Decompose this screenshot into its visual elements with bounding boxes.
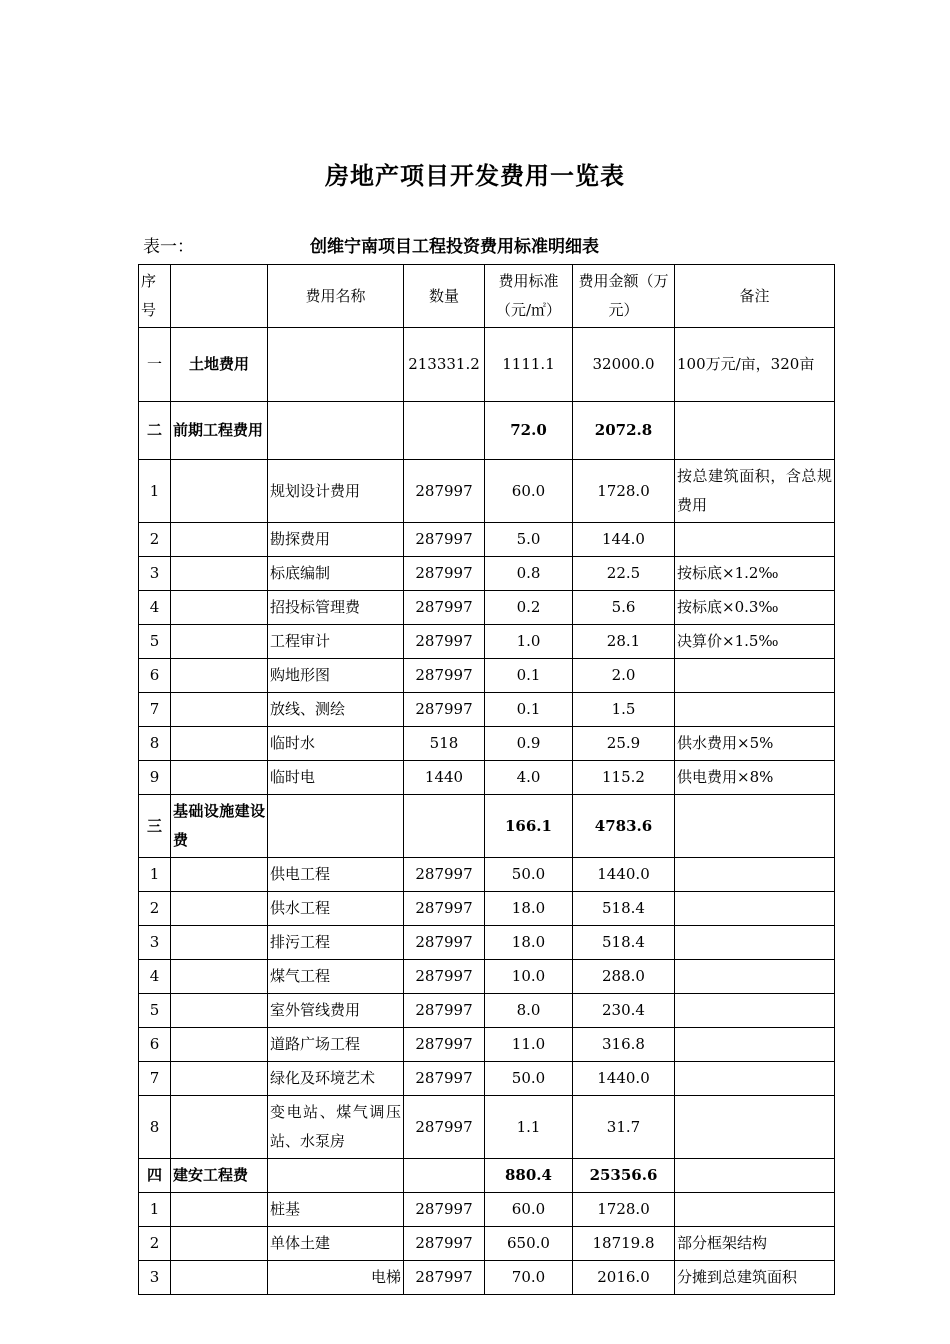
table-row	[139, 1028, 835, 1062]
row-remark	[675, 1193, 835, 1227]
row-remark: 供水费用×5%	[675, 727, 835, 761]
table-row	[139, 1062, 835, 1096]
section-row-3	[139, 795, 835, 858]
row-amt: 230.4	[573, 994, 675, 1028]
row-name: 购地形图	[268, 659, 404, 693]
section-category: 建安工程费	[171, 1159, 268, 1193]
row-seq: 5	[139, 625, 171, 659]
header-remark: 备注	[675, 265, 835, 328]
row-name: 排污工程	[268, 926, 404, 960]
header-name: 费用名称	[268, 265, 404, 328]
row-category	[171, 1193, 268, 1227]
header-amt	[573, 265, 675, 328]
row-amt: 288.0	[573, 960, 675, 994]
row-amt: 1440.0	[573, 1062, 675, 1096]
section-category: 基础设施建设费	[171, 795, 268, 858]
row-std: 1.0	[485, 625, 573, 659]
row-name: 道路广场工程	[268, 1028, 404, 1062]
section-amt: 32000.0	[573, 328, 675, 402]
section2-items	[139, 460, 835, 795]
row-category	[171, 591, 268, 625]
row-category	[171, 1261, 268, 1295]
section-name	[268, 795, 404, 858]
row-qty: 287997	[404, 693, 485, 727]
section-seq: 四	[139, 1159, 171, 1193]
row-std: 650.0	[485, 1227, 573, 1261]
row-seq: 2	[139, 892, 171, 926]
section-std: 72.0	[485, 402, 573, 460]
table-row	[139, 625, 835, 659]
row-name: 招投标管理费	[268, 591, 404, 625]
row-category	[171, 1028, 268, 1062]
row-seq: 6	[139, 659, 171, 693]
row-amt: 1728.0	[573, 1193, 675, 1227]
row-qty: 287997	[404, 625, 485, 659]
row-std: 0.1	[485, 659, 573, 693]
row-qty: 287997	[404, 1227, 485, 1261]
table-row	[139, 926, 835, 960]
row-name: 规划设计费用	[268, 460, 404, 523]
section-remark	[675, 795, 835, 858]
row-amt: 115.2	[573, 761, 675, 795]
row-remark	[675, 1062, 835, 1096]
section-std: 1111.1	[485, 328, 573, 402]
row-category	[171, 460, 268, 523]
table-row	[139, 858, 835, 892]
page-title: 房地产项目开发费用一览表	[325, 162, 625, 190]
section3-items	[139, 858, 835, 1159]
row-amt: 2016.0	[573, 1261, 675, 1295]
section-seq: 二	[139, 402, 171, 460]
table-row	[139, 892, 835, 926]
row-category	[171, 557, 268, 591]
row-qty: 287997	[404, 892, 485, 926]
table-row	[139, 761, 835, 795]
row-remark: 分摊到总建筑面积	[675, 1261, 835, 1295]
row-qty: 287997	[404, 1062, 485, 1096]
row-std: 1.1	[485, 1096, 573, 1159]
row-std: 18.0	[485, 926, 573, 960]
row-category	[171, 1096, 268, 1159]
row-std: 4.0	[485, 761, 573, 795]
row-qty: 287997	[404, 926, 485, 960]
row-name: 煤气工程	[268, 960, 404, 994]
section-seq: 一	[139, 328, 171, 402]
row-remark	[675, 523, 835, 557]
section-category: 土地费用	[171, 328, 268, 402]
table-caption: 创维宁南项目工程投资费用标准明细表	[310, 237, 599, 257]
header-qty: 数量	[404, 265, 485, 328]
row-category	[171, 625, 268, 659]
table-row	[139, 727, 835, 761]
row-category	[171, 960, 268, 994]
table-label: 表一：	[143, 237, 194, 257]
row-name: 勘探费用	[268, 523, 404, 557]
row-std: 0.9	[485, 727, 573, 761]
header-seq-line1: 序	[141, 272, 157, 290]
row-category	[171, 727, 268, 761]
row-seq: 6	[139, 1028, 171, 1062]
table-row	[139, 1261, 835, 1295]
row-category	[171, 523, 268, 557]
table-row	[139, 523, 835, 557]
row-seq: 1	[139, 1193, 171, 1227]
table-row	[139, 1193, 835, 1227]
row-remark	[675, 693, 835, 727]
row-qty: 287997	[404, 1028, 485, 1062]
section-qty: 213331.2	[404, 328, 485, 402]
row-category	[171, 892, 268, 926]
section-std: 880.4	[485, 1159, 573, 1193]
row-seq: 7	[139, 693, 171, 727]
row-amt: 518.4	[573, 926, 675, 960]
row-qty: 287997	[404, 591, 485, 625]
row-amt: 25.9	[573, 727, 675, 761]
row-amt: 518.4	[573, 892, 675, 926]
row-category	[171, 693, 268, 727]
row-qty: 287997	[404, 994, 485, 1028]
row-qty: 287997	[404, 1261, 485, 1295]
row-remark: 按总建筑面积，含总规费用	[675, 460, 835, 523]
row-remark: 决算价×1.5‰	[675, 625, 835, 659]
table-row	[139, 557, 835, 591]
row-seq: 3	[139, 926, 171, 960]
section-name	[268, 1159, 404, 1193]
section-qty	[404, 1159, 485, 1193]
row-std: 5.0	[485, 523, 573, 557]
row-amt: 1.5	[573, 693, 675, 727]
row-qty: 287997	[404, 960, 485, 994]
section-remark	[675, 1159, 835, 1193]
row-category	[171, 659, 268, 693]
header-std-line2: （元/㎡）	[495, 301, 562, 319]
row-seq: 4	[139, 960, 171, 994]
row-std: 8.0	[485, 994, 573, 1028]
row-name: 临时电	[268, 761, 404, 795]
table-row	[139, 994, 835, 1028]
row-std: 11.0	[485, 1028, 573, 1062]
section-category: 前期工程费用	[171, 402, 268, 460]
row-seq: 2	[139, 1227, 171, 1261]
row-category	[171, 858, 268, 892]
row-name: 放线、测绘	[268, 693, 404, 727]
row-seq: 1	[139, 858, 171, 892]
row-seq: 1	[139, 460, 171, 523]
section-qty	[404, 795, 485, 858]
header-amt-line1: 费用金额（万	[578, 272, 669, 290]
section-name	[268, 402, 404, 460]
section-seq: 三	[139, 795, 171, 858]
row-remark	[675, 926, 835, 960]
row-seq: 5	[139, 994, 171, 1028]
row-qty: 518	[404, 727, 485, 761]
row-amt: 31.7	[573, 1096, 675, 1159]
table-row	[139, 1096, 835, 1159]
row-amt: 18719.8	[573, 1227, 675, 1261]
row-seq: 9	[139, 761, 171, 795]
row-amt: 5.6	[573, 591, 675, 625]
row-amt: 1440.0	[573, 858, 675, 892]
row-std: 70.0	[485, 1261, 573, 1295]
header-seq-line2: 号	[141, 301, 157, 319]
fee-table	[138, 264, 835, 1295]
row-remark: 供电费用×8%	[675, 761, 835, 795]
section-row-4	[139, 1159, 835, 1193]
table-row	[139, 460, 835, 523]
section4-items	[139, 1193, 835, 1295]
row-qty: 287997	[404, 1193, 485, 1227]
header-category	[171, 265, 268, 328]
row-seq: 8	[139, 1096, 171, 1159]
row-amt: 316.8	[573, 1028, 675, 1062]
row-category	[171, 994, 268, 1028]
row-std: 60.0	[485, 1193, 573, 1227]
table-row	[139, 659, 835, 693]
row-std: 60.0	[485, 460, 573, 523]
section-remark	[675, 402, 835, 460]
section-row-land	[139, 328, 835, 402]
row-qty: 287997	[404, 557, 485, 591]
row-remark	[675, 892, 835, 926]
row-remark	[675, 858, 835, 892]
section-std: 166.1	[485, 795, 573, 858]
section-amt: 25356.6	[573, 1159, 675, 1193]
header-seq	[139, 265, 171, 328]
row-remark	[675, 960, 835, 994]
row-remark	[675, 659, 835, 693]
row-std: 10.0	[485, 960, 573, 994]
section-amt: 2072.8	[573, 402, 675, 460]
row-name: 电梯	[268, 1261, 404, 1295]
section-amt: 4783.6	[573, 795, 675, 858]
row-qty: 287997	[404, 659, 485, 693]
row-remark: 按标底×1.2‰	[675, 557, 835, 591]
table-row	[139, 960, 835, 994]
row-category	[171, 1227, 268, 1261]
row-remark: 部分框架结构	[675, 1227, 835, 1261]
row-seq: 3	[139, 557, 171, 591]
row-std: 0.8	[485, 557, 573, 591]
section-qty	[404, 402, 485, 460]
row-category	[171, 926, 268, 960]
row-seq: 7	[139, 1062, 171, 1096]
row-category	[171, 1062, 268, 1096]
row-name: 供电工程	[268, 858, 404, 892]
row-qty: 287997	[404, 858, 485, 892]
row-amt: 144.0	[573, 523, 675, 557]
row-amt: 1728.0	[573, 460, 675, 523]
row-std: 50.0	[485, 1062, 573, 1096]
row-name: 变电站、煤气调压站、水泵房	[268, 1096, 404, 1159]
section-row-2	[139, 402, 835, 460]
row-name: 桩基	[268, 1193, 404, 1227]
header-amt-line2: 元）	[608, 301, 639, 319]
header-std	[485, 265, 573, 328]
row-name: 绿化及环境艺术	[268, 1062, 404, 1096]
table-row	[139, 693, 835, 727]
row-seq: 4	[139, 591, 171, 625]
row-qty: 287997	[404, 1096, 485, 1159]
row-qty: 1440	[404, 761, 485, 795]
row-remark	[675, 994, 835, 1028]
row-qty: 287997	[404, 460, 485, 523]
row-seq: 3	[139, 1261, 171, 1295]
row-amt: 28.1	[573, 625, 675, 659]
row-qty: 287997	[404, 523, 485, 557]
row-remark	[675, 1028, 835, 1062]
row-std: 0.1	[485, 693, 573, 727]
table-row	[139, 1227, 835, 1261]
section-name	[268, 328, 404, 402]
row-name: 室外管线费用	[268, 994, 404, 1028]
section-remark: 100万元/亩，320亩	[675, 328, 835, 402]
row-remark	[675, 1096, 835, 1159]
row-name: 供水工程	[268, 892, 404, 926]
row-name: 单体土建	[268, 1227, 404, 1261]
row-std: 50.0	[485, 858, 573, 892]
row-category	[171, 761, 268, 795]
row-std: 0.2	[485, 591, 573, 625]
row-name: 临时水	[268, 727, 404, 761]
row-name: 标底编制	[268, 557, 404, 591]
row-name: 工程审计	[268, 625, 404, 659]
row-std: 18.0	[485, 892, 573, 926]
row-seq: 8	[139, 727, 171, 761]
row-seq: 2	[139, 523, 171, 557]
table-row	[139, 591, 835, 625]
table-header-row	[139, 265, 835, 328]
header-std-line1: 费用标准	[498, 272, 559, 290]
row-amt: 22.5	[573, 557, 675, 591]
row-remark: 按标底×0.3‰	[675, 591, 835, 625]
row-amt: 2.0	[573, 659, 675, 693]
